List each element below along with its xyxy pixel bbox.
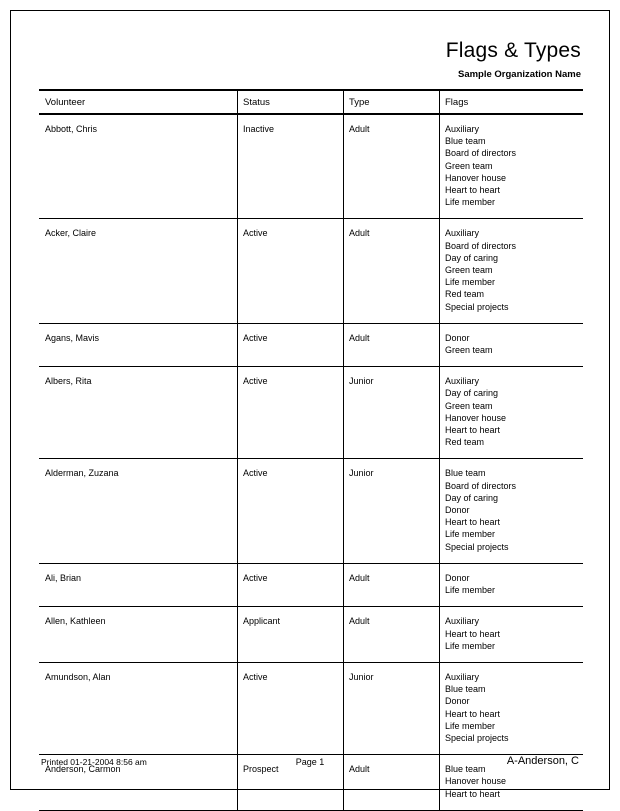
table-row <box>39 219 583 323</box>
flag-item: Red team <box>445 289 485 300</box>
status-value: Active <box>243 332 268 343</box>
flag-item: Green team <box>445 400 493 411</box>
status-value: Prospect <box>243 764 279 775</box>
cell-flags <box>439 367 583 459</box>
type-value: Adult <box>349 228 370 239</box>
cell-type <box>343 563 439 606</box>
cell-flags <box>439 114 583 219</box>
type-value: Junior <box>349 376 374 387</box>
cell-volunteer <box>39 114 237 219</box>
flag-item: Heart to heart <box>445 788 501 799</box>
cell-type <box>343 459 439 563</box>
table-container <box>39 91 583 811</box>
flag-item: Donor <box>445 696 470 707</box>
organization-name: Sample Organization Name <box>457 69 581 80</box>
cell-flags <box>439 323 583 366</box>
flag-item: Donor <box>445 505 470 516</box>
flag-item: Special projects <box>445 541 509 552</box>
footer-printed: Printed 01-21-2004 8:56 am <box>41 757 147 767</box>
table-header-row <box>39 91 583 114</box>
cell-type <box>343 219 439 323</box>
flag-item: Life member <box>445 640 496 651</box>
volunteer-name: Acker, Claire <box>45 228 97 239</box>
table-row <box>39 662 583 754</box>
flag-item: Life member <box>445 277 496 288</box>
report-sheet <box>39 33 583 799</box>
table-row <box>39 459 583 563</box>
flag-item: Donor <box>445 572 470 583</box>
flag-item: Donor <box>445 332 470 343</box>
page-footer <box>39 757 581 771</box>
table-row <box>39 367 583 459</box>
cell-type <box>343 114 439 219</box>
status-value: Active <box>243 572 268 583</box>
flag-item: Hanover house <box>445 172 507 183</box>
type-value: Adult <box>349 616 370 627</box>
flag-item: Auxiliary <box>445 124 480 134</box>
volunteer-name: Abbott, Chris <box>45 124 98 134</box>
status-value: Active <box>243 671 268 682</box>
cell-volunteer <box>39 607 237 663</box>
page-border <box>10 10 610 799</box>
status-value: Active <box>243 228 268 239</box>
cell-status <box>237 607 343 663</box>
volunteer-name: Allen, Kathleen <box>45 616 106 627</box>
volunteer-name: Agans, Mavis <box>45 332 100 343</box>
cell-status <box>237 367 343 459</box>
flag-item: Heart to heart <box>445 708 501 719</box>
cell-type <box>343 323 439 366</box>
cell-status <box>237 459 343 563</box>
table-row <box>39 563 583 606</box>
cell-flags <box>439 607 583 663</box>
flag-item: Board of directors <box>445 480 517 491</box>
type-value: Adult <box>349 332 370 343</box>
type-value: Adult <box>349 572 370 583</box>
cell-flags <box>439 219 583 323</box>
cell-status <box>237 219 343 323</box>
flag-item: Special projects <box>445 732 509 743</box>
flag-item: Day of caring <box>445 492 499 503</box>
flag-item: Heart to heart <box>445 425 501 436</box>
footer-page-number: Page 1 <box>295 757 325 767</box>
cell-status <box>237 323 343 366</box>
flag-item: Special projects <box>445 301 509 312</box>
cell-volunteer <box>39 367 237 459</box>
type-value: Junior <box>349 671 374 682</box>
column-header-flags: Flags <box>439 91 583 114</box>
flag-item: Life member <box>445 529 496 540</box>
cell-volunteer <box>39 219 237 323</box>
table-body <box>39 114 583 810</box>
status-value: Active <box>243 468 268 479</box>
column-divider-2 <box>343 91 344 811</box>
flag-item: Hanover house <box>445 412 507 423</box>
flag-item: Day of caring <box>445 388 499 399</box>
flag-item: Blue team <box>445 684 486 695</box>
report-header <box>39 33 583 91</box>
status-value: Inactive <box>243 124 275 134</box>
flag-item: Heart to heart <box>445 185 501 196</box>
flag-item: Life member <box>445 197 496 208</box>
column-header-status: Status <box>237 91 343 114</box>
cell-status <box>237 563 343 606</box>
volunteer-name: Albers, Rita <box>45 376 92 387</box>
flag-item: Blue team <box>445 468 486 479</box>
flag-item: Auxiliary <box>445 376 480 387</box>
column-divider-3 <box>439 91 440 811</box>
type-value: Junior <box>349 468 374 479</box>
cell-volunteer <box>39 662 237 754</box>
column-header-type: Type <box>343 91 439 114</box>
flag-item: Heart to heart <box>445 517 501 528</box>
cell-type <box>343 662 439 754</box>
cell-status <box>237 662 343 754</box>
cell-flags <box>439 459 583 563</box>
flag-item: Life member <box>445 585 496 596</box>
flag-item: Life member <box>445 720 496 731</box>
flag-item: Blue team <box>445 136 486 147</box>
flag-item: Auxiliary <box>445 228 480 239</box>
cell-volunteer <box>39 459 237 563</box>
flag-item: Blue team <box>445 764 486 775</box>
flag-item: Day of caring <box>445 252 499 263</box>
volunteer-name: Anderson, Carmon <box>45 764 121 775</box>
flag-item: Red team <box>445 437 485 448</box>
flag-item: Heart to heart <box>445 628 501 639</box>
cell-volunteer <box>39 323 237 366</box>
flag-item: Green team <box>445 345 493 356</box>
table-row <box>39 114 583 219</box>
status-value: Active <box>243 376 268 387</box>
volunteer-name: Ali, Brian <box>45 572 82 583</box>
cell-type <box>343 607 439 663</box>
table-row <box>39 607 583 663</box>
status-value: Applicant <box>243 616 281 627</box>
type-value: Adult <box>349 764 370 775</box>
column-divider-1 <box>237 91 238 811</box>
flags-types-table <box>39 91 583 811</box>
flag-item: Board of directors <box>445 148 517 159</box>
page-title: Flags & Types <box>445 39 581 62</box>
flag-item: Auxiliary <box>445 616 480 627</box>
cell-flags <box>439 662 583 754</box>
cell-flags <box>439 563 583 606</box>
cell-type <box>343 367 439 459</box>
flag-item: Hanover house <box>445 776 507 787</box>
flag-item: Board of directors <box>445 240 517 251</box>
cell-status <box>237 114 343 219</box>
volunteer-name: Alderman, Zuzana <box>45 468 119 479</box>
type-value: Adult <box>349 124 370 134</box>
column-header-volunteer: Volunteer <box>39 91 237 114</box>
flag-item: Auxiliary <box>445 671 480 682</box>
flag-item: Green team <box>445 265 493 276</box>
footer-range: A-Anderson, C <box>506 755 579 767</box>
table-row <box>39 323 583 366</box>
cell-volunteer <box>39 563 237 606</box>
volunteer-name: Amundson, Alan <box>45 671 111 682</box>
flag-item: Green team <box>445 160 493 171</box>
